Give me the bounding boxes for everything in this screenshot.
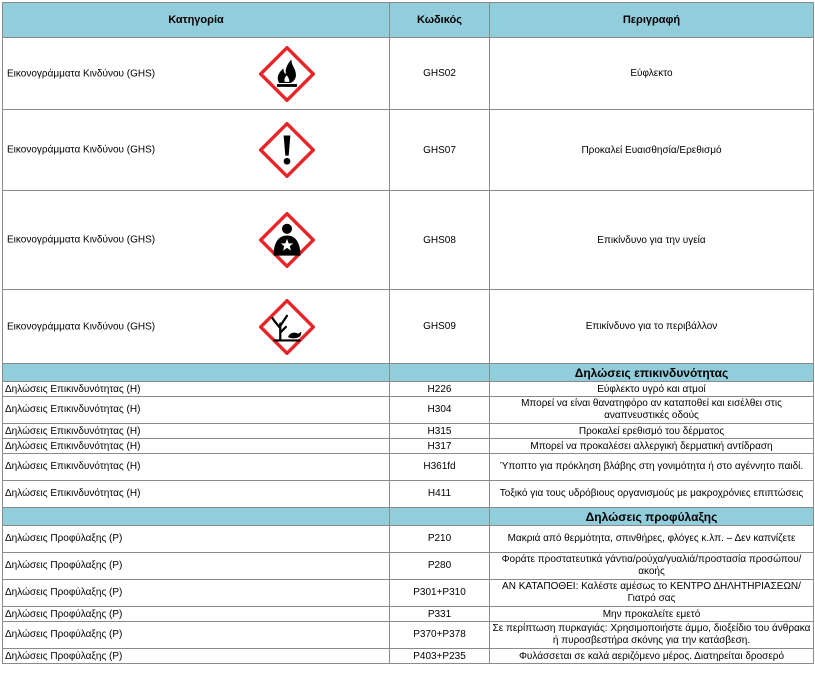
- section-spacer: [390, 508, 490, 526]
- table-row: [3, 397, 814, 424]
- table-row: [3, 439, 814, 454]
- code-cell: P370+P378: [390, 622, 490, 649]
- category-cell: Δηλώσεις Προφύλαξης (P): [3, 553, 390, 580]
- exclamation-pictogram-icon: [259, 122, 315, 178]
- description-cell: Μην προκαλείτε εμετό: [490, 607, 814, 622]
- section-spacer: [3, 508, 390, 526]
- category-cell: Δηλώσεις Επικινδυνότητας (H): [3, 397, 390, 424]
- category-cell: Δηλώσεις Επικινδυνότητας (H): [3, 424, 390, 439]
- section-header-row: [3, 508, 814, 526]
- pictogram-category-cell: [3, 290, 390, 364]
- table-row: [3, 553, 814, 580]
- code-cell: GHS07: [390, 110, 490, 191]
- section-spacer: [390, 364, 490, 382]
- description-cell: Επικίνδυνο για την υγεία: [490, 191, 814, 290]
- health-hazard-pictogram-icon: [259, 212, 315, 268]
- code-cell: GHS02: [390, 38, 490, 110]
- category-label: Εικονογράμματα Κινδύνου (GHS): [7, 321, 156, 332]
- flame-pictogram-icon: [259, 46, 315, 102]
- safety-data-table: [2, 2, 814, 664]
- table-row: [3, 481, 814, 508]
- section-spacer: [3, 364, 390, 382]
- code-cell: P210: [390, 526, 490, 553]
- description-cell: Μπορεί να προκαλέσει αλλεργική δερματική αντίδραση: [490, 439, 814, 454]
- description-cell: Τοξικό για τους υδρόβιους οργανισμούς με μακροχρόνιες επιπτώσεις: [490, 481, 814, 508]
- table-row: [3, 382, 814, 397]
- header-description: Περιγραφή: [490, 3, 814, 38]
- table-row: [3, 454, 814, 481]
- header-code: Κωδικός: [390, 3, 490, 38]
- table-row: [3, 424, 814, 439]
- pictogram-row: [3, 38, 814, 110]
- category-cell: Δηλώσεις Προφύλαξης (P): [3, 649, 390, 664]
- description-cell: Φοράτε προστατευτικά γάντια/ρούχα/γυαλιά/προστασία προσώπου/ακοής: [490, 553, 814, 580]
- code-cell: H226: [390, 382, 490, 397]
- code-cell: GHS09: [390, 290, 490, 364]
- table-row: [3, 607, 814, 622]
- description-cell: Φυλάσσεται σε καλά αεριζόμενο μέρος. Διατηρείται δροσερό: [490, 649, 814, 664]
- code-cell: H315: [390, 424, 490, 439]
- code-cell: P301+P310: [390, 580, 490, 607]
- description-cell: Προκαλεί Ευαισθησία/Ερεθισμό: [490, 110, 814, 191]
- table-header-row: [3, 3, 814, 38]
- category-label: Εικονογράμματα Κινδύνου (GHS): [7, 144, 156, 156]
- description-cell: Εύφλεκτο υγρό και ατμοί: [490, 382, 814, 397]
- category-cell: Δηλώσεις Προφύλαξης (P): [3, 622, 390, 649]
- pictogram-row: [3, 290, 814, 364]
- pictogram-category-cell: [3, 191, 390, 290]
- category-label: Εικονογράμματα Κινδύνου (GHS): [7, 68, 156, 79]
- description-cell: Ύποπτο για πρόκληση βλάβης στη γονιμότητα ή στο αγέννητο παιδί.: [490, 454, 814, 481]
- table-row: [3, 649, 814, 664]
- description-cell: ΑΝ ΚΑΤΑΠΟΘΕΙ: Καλέστε αμέσως το ΚΕΝΤΡΟ ΔΗΛΗΤΗΡΙΑΣΕΩΝ/Γιατρό σας: [490, 580, 814, 607]
- header-category: Κατηγορία: [3, 3, 390, 38]
- code-cell: P280: [390, 553, 490, 580]
- table-row: [3, 580, 814, 607]
- code-cell: H411: [390, 481, 490, 508]
- code-cell: H317: [390, 439, 490, 454]
- category-cell: Δηλώσεις Προφύλαξης (P): [3, 580, 390, 607]
- code-cell: GHS08: [390, 191, 490, 290]
- pictogram-row: [3, 191, 814, 290]
- category-cell: Δηλώσεις Επικινδυνότητας (H): [3, 382, 390, 397]
- description-cell: Σε περίπτωση πυρκαγιάς: Χρησιμοποιήστε άμμο, διοξείδιο του άνθρακα ή πυροσβεστήρα σκόνης για την κατάσβεση.: [490, 622, 814, 649]
- category-cell: Δηλώσεις Επικινδυνότητας (H): [3, 481, 390, 508]
- code-cell: P403+P235: [390, 649, 490, 664]
- description-cell: Εύφλεκτο: [490, 38, 814, 110]
- category-cell: Δηλώσεις Επικινδυνότητας (H): [3, 439, 390, 454]
- code-cell: P331: [390, 607, 490, 622]
- section-header-row: [3, 364, 814, 382]
- description-cell: Επικίνδυνο για το περιβάλλον: [490, 290, 814, 364]
- category-label: Εικονογράμματα Κινδύνου (GHS): [7, 234, 156, 246]
- hazard-section-title: Δηλώσεις επικινδυνότητας: [490, 364, 814, 382]
- description-cell: Προκαλεί ερεθισμό του δέρματος: [490, 424, 814, 439]
- precaution-section-title: Δηλώσεις προφύλαξης: [490, 508, 814, 526]
- pictogram-category-cell: [3, 38, 390, 110]
- pictogram-category-cell: [3, 110, 390, 191]
- table-row: [3, 526, 814, 553]
- table-row: [3, 622, 814, 649]
- description-cell: Μακριά από θερμότητα, σπινθήρες, φλόγες κ.λπ. – Δεν καπνίζετε: [490, 526, 814, 553]
- category-cell: Δηλώσεις Προφύλαξης (P): [3, 607, 390, 622]
- description-cell: Μπορεί να είναι θανατηφόρο αν καταποθεί και εισέλθει στις αναπνευστικές οδούς: [490, 397, 814, 424]
- pictogram-row: [3, 110, 814, 191]
- category-cell: Δηλώσεις Επικινδυνότητας (H): [3, 454, 390, 481]
- code-cell: H304: [390, 397, 490, 424]
- environment-pictogram-icon: [259, 299, 315, 355]
- code-cell: H361fd: [390, 454, 490, 481]
- category-cell: Δηλώσεις Προφύλαξης (P): [3, 526, 390, 553]
